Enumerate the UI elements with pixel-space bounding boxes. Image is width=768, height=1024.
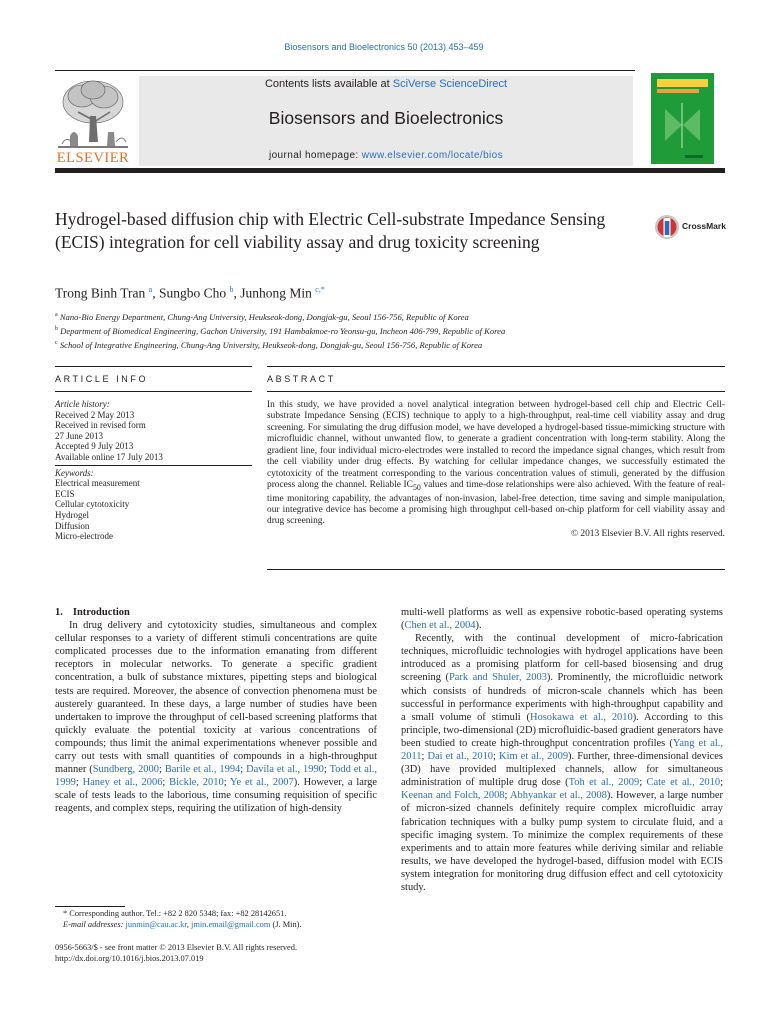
- history-title: Article history:: [55, 399, 110, 409]
- citation-link[interactable]: Hosokawa et al., 2010: [529, 711, 633, 723]
- citation-link[interactable]: Dai et al., 2010: [427, 751, 494, 763]
- keywords-title: Keywords:: [55, 467, 94, 478]
- citation-link[interactable]: Ye et al., 2007: [230, 777, 294, 789]
- author-list: [55, 285, 655, 302]
- paragraph-text: ;: [504, 790, 510, 802]
- section-number: 1.: [55, 607, 63, 618]
- paragraph-text: In drug delivery and cytotoxicity studies, simultaneous and complex cellular responses to a variety of different stimuli concentrations are quite complicated processes due to the information emanating from different receptors in molecular networks. To generate a specific gradient concentration, a bulk of substance mixtures, pipetting steps and biological tests are required. Moreover, the absence of convection phenomena must be austerely guaranteed. In these days, a large number of studies have been undertaken to improve the throughput of cell-based screening platforms that quickly evaluate the potential toxicity at various concentrations of compounds; thus limit the animal experimentations whenever possible and carry out tests with small quantities of compounds in a high-throughput manner (: [55, 620, 377, 776]
- paragraph-text: ). Prominently, the microfluidic network which consists of hundreds of micron-scale channels which has been successful in performance experiments with high-throughput capability and a small volume of stimuli (: [401, 672, 724, 723]
- email-suffix: (J. Min).: [270, 920, 302, 930]
- abstract-body: [267, 400, 725, 540]
- elsevier-logo[interactable]: [52, 76, 134, 168]
- citation-link[interactable]: Todd et al., 1999: [55, 764, 378, 789]
- citation-link[interactable]: Bickle, 2010: [169, 777, 224, 789]
- paragraph-text: ;: [223, 777, 231, 789]
- email-link[interactable]: jmin.email@gmail.com: [191, 920, 271, 930]
- citation-link[interactable]: Barile et al., 1994: [164, 764, 241, 776]
- body-paragraph: [401, 632, 723, 894]
- email-label: E-mail addresses:: [63, 920, 124, 930]
- abstract-text: [267, 400, 725, 528]
- homepage-prefix: journal homepage:: [268, 150, 362, 161]
- history-entry: Received in revised form: [55, 420, 146, 431]
- affiliation-list: [55, 309, 695, 351]
- affiliation-item: [55, 337, 695, 351]
- crossmark-icon: [654, 212, 680, 244]
- publisher-name: ELSEVIER: [56, 150, 130, 166]
- issn-doi-block: [55, 942, 385, 964]
- author-affiliation-marker[interactable]: c,*: [315, 285, 325, 294]
- abstract-text-part: values and time-dose relationships were also achieved. With the feature of real-time monitoring capability, the advantages of non-invasion, label-free detection, time saving and simple manipulation, our integrative device has become a promising high throughput cell-based on-chip platform for cell viability assay and drug screening.: [267, 480, 725, 527]
- citation-link[interactable]: Cate et al., 2010: [646, 777, 721, 789]
- journal-title: Biosensors and Bioelectronics: [268, 108, 504, 128]
- affiliation-text: Nano-Bio Energy Department, Chung-Ang University, Heukseok-dong, Dongjak-gu, Seoul 156-756, Republic of Korea: [59, 311, 469, 322]
- paragraph-text: ;: [493, 751, 500, 763]
- keyword: Diffusion: [55, 520, 90, 531]
- email-note: [55, 919, 385, 930]
- body-column-right: [401, 606, 723, 894]
- abstract-copyright: © 2013 Elsevier B.V. All rights reserved.: [570, 528, 725, 539]
- citation-link[interactable]: Chen et al., 2004: [404, 620, 476, 632]
- body-column-left: [55, 606, 377, 816]
- author-separator: ,: [152, 285, 159, 301]
- author-name[interactable]: Sungbo Cho: [158, 285, 227, 301]
- crossmark-label: CrossMark: [682, 221, 726, 231]
- section-rule: [55, 391, 252, 392]
- affiliation-item: [55, 323, 695, 337]
- citation-link[interactable]: Sundberg, 2000: [92, 764, 159, 776]
- keyword: ECIS: [55, 488, 75, 499]
- history-entry: Available online 17 July 2013: [55, 451, 163, 462]
- paragraph-text: ).: [475, 620, 482, 632]
- footnotes: [55, 908, 385, 930]
- keyword: Micro-electrode: [55, 531, 113, 542]
- journal-header-band: [139, 76, 633, 166]
- affiliation-marker: b: [55, 325, 58, 332]
- paragraph-text: ;: [240, 764, 247, 776]
- corresponding-author-note: * Corresponding author. Tel.: +82 2 820 5348; fax: +82 28142651.: [63, 909, 287, 918]
- footnote-rule: [55, 906, 125, 907]
- paragraph-text: ). However, a large number of micron-sized channels definitely require complex microfluidic array fabrication techniques with a bulky pump system to circulate fluid, and a specific imaging system. To minimize the complex requirements of these experiments and to attain more features while deriving similar and reliable results, we have developed the hydrogel-based, diffusion model with ECIS system integration for monitoring drug diffusion effect and cell cytotoxicity study.: [401, 790, 723, 893]
- header-thick-rule: [55, 168, 725, 173]
- section-heading: [55, 606, 377, 619]
- section-rule: [267, 366, 725, 367]
- citation-link[interactable]: Abhyankar et al., 2008: [509, 790, 607, 802]
- journal-cover-image[interactable]: [651, 73, 714, 164]
- citation-link[interactable]: Park and Shuler, 2003: [448, 672, 547, 684]
- paragraph-text: ;: [162, 777, 170, 789]
- paragraph-text: multi-well platforms as well as expensive robotic-based operating systems (: [401, 607, 723, 632]
- history-entry: Accepted 9 July 2013: [55, 441, 134, 452]
- citation-link[interactable]: Toh et al., 2009: [568, 777, 640, 789]
- homepage-link[interactable]: www.elsevier.com/locate/bios: [361, 150, 504, 161]
- affiliation-text: Department of Biomedical Engineering, Gachon University, 191 Hambakmoe-ro Yeonsu-gu, Incheon 406-799, Republic of Korea: [60, 325, 506, 336]
- keyword: Electrical measurement: [55, 478, 140, 489]
- crossmark-badge[interactable]: [654, 212, 734, 244]
- body-paragraph: [401, 606, 723, 632]
- abstract-text-part: In this study, we have provided a novel analytical integration between hydrogel-based cell chip and Electric Cell-substrate Impedance Sensing (ECIS) technique to apply to a high-throughput, real-time cell viability assay and drug screening. For simulating the drug diffusion model, we have developed a hydrogel-based tissue-mimicking structure with microfluidic channel, without unwanted flow, to generate a gradient concentration with long-term stability. Along the gradient line, four individual micro-electrodes were installed to record the impedance signal changes, which result from the cell viability under drug effects. By watching for cellular impedance changes, we successfully estimated the cytotoxicity of the treatment corresponding to the various concentration values of stimuli, generated by the diffusion process along the channel. Reliable IC: [267, 400, 725, 491]
- paragraph-text: Recently, with the continual development of micro-fabrication techniques, microfluidic technologies with hydrogel applications have been introduced as a promising platform for cell-based biosensing and drug screening (: [401, 633, 723, 684]
- paragraph-text: ;: [421, 751, 428, 763]
- author-name[interactable]: Trong Binh Tran: [55, 285, 146, 301]
- affiliation-marker: c: [55, 339, 58, 346]
- citation-link[interactable]: Haney et al., 2006: [82, 777, 163, 789]
- citation-link[interactable]: Keenan and Folch, 2008: [401, 790, 505, 802]
- article-title: Hydrogel-based diffusion chip with Electric Cell-substrate Impedance Sensing (ECIS) integration for cell viability assay and drug toxicity screening: [55, 209, 606, 252]
- article-info-heading: ARTICLE INFO: [55, 374, 149, 384]
- email-separator: ,: [186, 920, 192, 930]
- elsevier-tree-icon: [52, 76, 134, 154]
- info-divider: [55, 465, 252, 466]
- keyword: Hydrogel: [55, 509, 89, 520]
- sciencedirect-link[interactable]: SciVerse ScienceDirect: [392, 78, 508, 90]
- contents-prefix: Contents lists available at: [264, 78, 393, 90]
- issn-line: 0956-5663/$ - see front matter © 2013 Elsevier B.V. All rights reserved.: [55, 943, 298, 952]
- email-link[interactable]: junmin@cau.ac.kr: [125, 920, 187, 930]
- journal-citation[interactable]: Biosensors and Bioelectronics 50 (2013) 453–459: [284, 42, 484, 52]
- article-info: [55, 399, 255, 542]
- history-entry: 27 June 2013: [55, 430, 103, 441]
- section-title: Introduction: [72, 607, 130, 618]
- header-rule: [55, 70, 635, 71]
- author-affiliation-marker[interactable]: b: [229, 285, 234, 294]
- section-rule: [55, 366, 252, 367]
- paragraph-text: ). Further, three-dimensional devices (3D) have provided multiplexed channels, allow for simultaneous administration of multiple drug dose (: [401, 751, 723, 789]
- citation-link[interactable]: Yang et al., 2011: [401, 737, 723, 763]
- keyword: Cellular cytotoxicity: [55, 499, 130, 510]
- affiliation-marker: a: [55, 312, 58, 318]
- paragraph-text: ). According to this principle, two-dimensional (2D) microfluidic-based gradient generators have been studied to create high-throughput concentration profiles (: [401, 711, 723, 749]
- paragraph-text: ). However, a large scale of tests leads to the laborious, time consuming requisition of specific reagents, and complex steps, requiring the utilization of high-density: [55, 777, 377, 815]
- citation-link[interactable]: Kim et al., 2009: [499, 751, 569, 763]
- citation-link[interactable]: Davila et al., 1990: [246, 764, 324, 776]
- paragraph-text: ;: [158, 764, 165, 776]
- affiliation-item: [55, 309, 695, 323]
- author-separator: ,: [233, 285, 241, 301]
- doi-link[interactable]: http://dx.doi.org/10.1016/j.bios.2013.07.019: [55, 954, 204, 963]
- paragraph-text: ;: [639, 777, 647, 789]
- abstract-subscript: 50: [412, 483, 421, 493]
- history-entry: Received 2 May 2013: [55, 409, 135, 420]
- section-rule: [267, 569, 725, 570]
- author-name[interactable]: Junhong Min: [240, 285, 312, 301]
- journal-homepage: [139, 150, 633, 161]
- paragraph-text: ;: [323, 764, 330, 776]
- body-paragraph: [55, 619, 377, 815]
- affiliation-text: School of Integrative Engineering, Chung-Ang University, Heukseok-dong, Dongjak-gu, Seoul 156-756, Republic of Korea: [59, 339, 483, 350]
- author-affiliation-marker[interactable]: a: [148, 285, 153, 294]
- section-rule: [267, 391, 725, 392]
- paragraph-text: ;: [720, 777, 723, 789]
- paragraph-text: ;: [75, 777, 83, 789]
- abstract-heading: ABSTRACT: [267, 374, 336, 384]
- contents-line: [139, 78, 633, 90]
